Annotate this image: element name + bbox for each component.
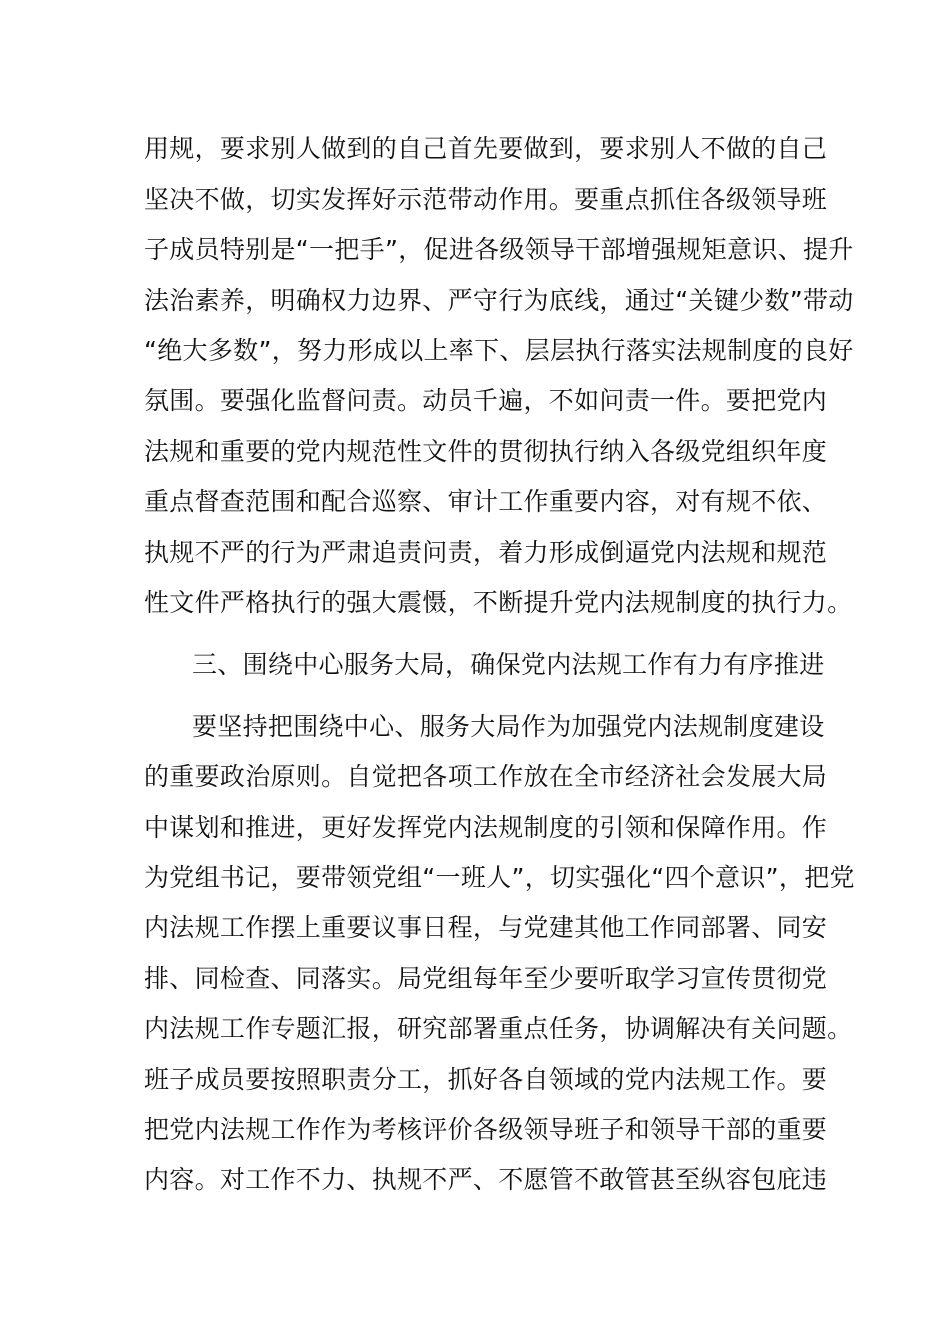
paragraph-2-line-6: 排、同检查、同落实。局党组每年至少要听取学习宣传贯彻党 <box>144 964 828 993</box>
paragraph-1-line-8: 重点督查范围和配合巡察、审计工作重要内容，对有规不依、 <box>144 487 828 516</box>
paragraph-1-line-7: 法规和重要的党内规范性文件的贯彻执行纳入各级党组织年度 <box>144 437 828 466</box>
section-heading: 三、围绕中心服务大局，确保党内法规工作有力有序推进 <box>192 650 825 679</box>
paragraph-1-line-1: 用规，要求别人做到的自己首先要做到，要求别人不做的自己 <box>144 134 828 163</box>
paragraph-2-line-3: 中谋划和推进，更好发挥党内法规制度的引领和保障作用。作 <box>144 813 828 842</box>
paragraph-2-line-2: 的重要政治原则。自觉把各项工作放在全市经济社会发展大局 <box>144 762 828 791</box>
paragraph-2-line-10: 内容。对工作不力、执规不严、不愿管不敢管甚至纵容包庇违 <box>144 1165 828 1194</box>
paragraph-1-line-5: “绝大多数”，努力形成以上率下、层层执行落实法规制度的良好 <box>144 336 854 365</box>
paragraph-2-line-9: 把党内法规工作作为考核评价各级领导班子和领导干部的重要 <box>144 1115 828 1144</box>
paragraph-2-line-8: 班子成员要按照职责分工，抓好各自领域的党内法规工作。要 <box>144 1065 828 1094</box>
paragraph-1-line-4: 法治素养，明确权力边界、严守行为底线，通过“关键少数”带动 <box>144 286 854 315</box>
paragraph-1-line-6: 氛围。要强化监督问责。动员千遍，不如问责一件。要把党内 <box>144 386 828 415</box>
paragraph-2-line-1: 要坚持把围绕中心、服务大局作为加强党内法规制度建设 <box>192 712 825 741</box>
paragraph-1-line-2: 坚决不做，切实发挥好示范带动作用。要重点抓住各级领导班 <box>144 185 828 214</box>
paragraph-1-line-9: 执规不严的行为严肃追责问责，着力形成倒逼党内法规和规范 <box>144 538 828 567</box>
paragraph-2-line-4: 为党组书记，要带领党组“一班人”，切实强化“四个意识”，把党 <box>144 863 855 892</box>
paragraph-2-line-7: 内法规工作专题汇报，研究部署重点任务，协调解决有关问题。 <box>144 1014 853 1043</box>
paragraph-2-line-5: 内法规工作摆上重要议事日程，与党建其他工作同部署、同安 <box>144 913 828 942</box>
paragraph-1-line-3: 子成员特别是“一把手”，促进各级领导干部增强规矩意识、提升 <box>144 235 854 264</box>
paragraph-1-line-10: 性文件严格执行的强大震慑，不断提升党内法规制度的执行力。 <box>144 588 853 617</box>
